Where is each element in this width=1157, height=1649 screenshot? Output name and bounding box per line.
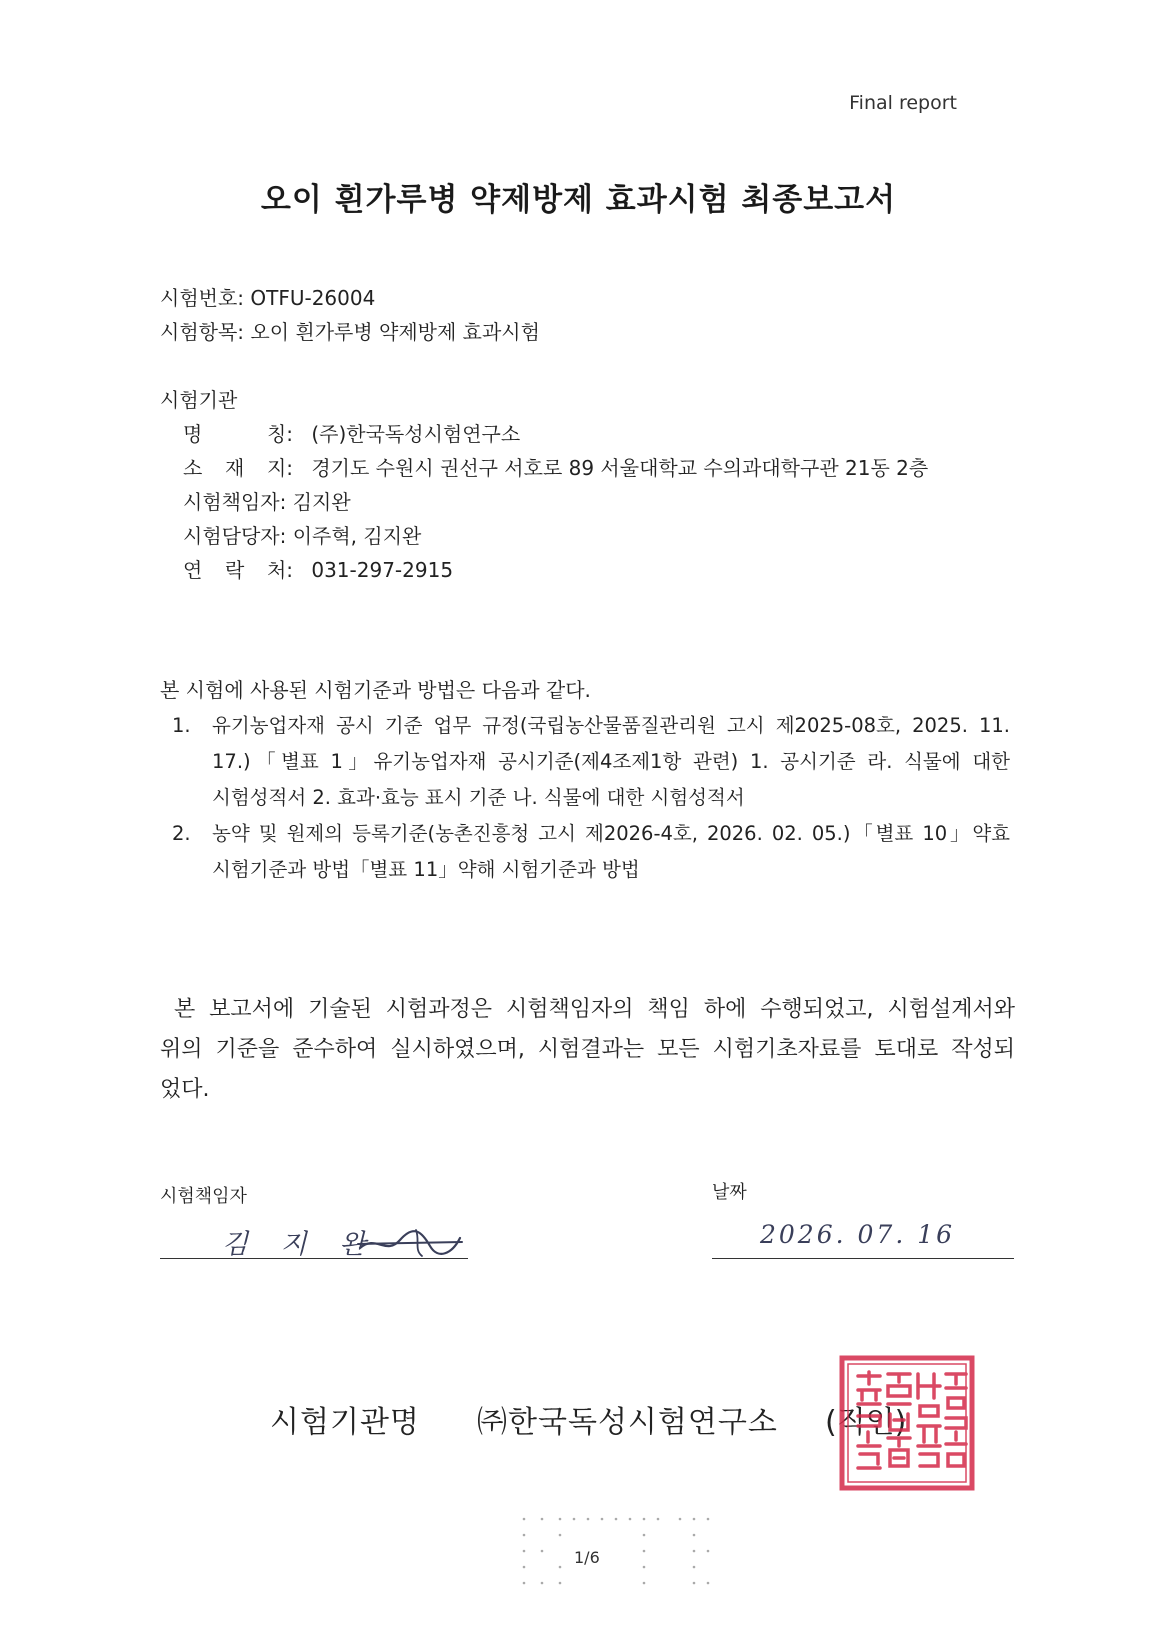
- document-title: 오이 흰가루병 약제방제 효과시험 최종보고서: [260, 182, 897, 218]
- test-number-label: 시험번호:: [160, 286, 245, 310]
- contact-value: 031-297-2915: [311, 558, 454, 582]
- institution-location-row: [183, 452, 928, 481]
- declaration-paragraph: 본 보고서에 기술된 시험과정은 시험책임자의 책임 하에 수행되었고, 시험설계서와 위의 기준을 준수하여 실시하였으며, 시험결과는 모든 시험기초자료를 토대로 작성되었다.: [160, 997, 1015, 1102]
- director-label: 시험책임자:: [183, 490, 287, 514]
- director-signature: 김 지 완: [222, 1229, 378, 1260]
- standard-text: 농약 및 원제의 등록기준(농촌진흥청 고시 제2026-4호, 2026. 02. 05.)「별표 10」약효 시험기준과 방법「별표 11」약해 시험기준과 방법: [212, 822, 1010, 881]
- director-signature-line: [160, 1258, 468, 1259]
- institution-heading: 시험기관: [160, 388, 238, 412]
- organization-name: ㈜한국독성시험연구소: [477, 1405, 778, 1440]
- standard-item: [160, 708, 1010, 816]
- test-item-label: 시험항목:: [160, 320, 245, 344]
- staff-row: [183, 520, 421, 549]
- standard-number: 2.: [172, 822, 191, 845]
- official-seal-icon: [838, 1354, 976, 1492]
- test-number-value: OTFU-26004: [250, 286, 376, 310]
- standards-list: [160, 708, 1010, 888]
- date-label: 날짜: [712, 1182, 747, 1203]
- date-line: [712, 1258, 1014, 1259]
- contact-label: 연 락 처:: [183, 558, 293, 582]
- standard-number: 1.: [172, 714, 191, 737]
- institution-location-label: 소 재 지:: [183, 456, 293, 480]
- staff-label: 시험담당자:: [183, 524, 287, 548]
- test-item-value: 오이 흰가루병 약제방제 효과시험: [250, 320, 540, 344]
- director-row: [183, 486, 351, 515]
- binding-dots-decoration: [520, 1515, 720, 1587]
- director-value: 김지완: [292, 490, 351, 514]
- contact-row: [183, 554, 453, 583]
- organization-label: 시험기관명: [270, 1405, 420, 1440]
- institution-name-value: (주)한국독성시험연구소: [311, 422, 521, 446]
- test-number-row: [160, 282, 375, 311]
- standards-intro: 본 시험에 사용된 시험기준과 방법은 다음과 같다.: [160, 678, 591, 702]
- staff-value: 이주혁, 김지완: [292, 524, 422, 548]
- director-signature-label: 시험책임자: [160, 1186, 247, 1207]
- date-value: 2026. 07. 16: [760, 1220, 956, 1249]
- institution-name-row: [183, 418, 520, 447]
- institution-location-value: 경기도 수원시 권선구 서호로 89 서울대학교 수의과대학구관 21동 2층: [311, 456, 929, 480]
- test-item-row: [160, 316, 540, 345]
- standard-text: 유기농업자재 공시 기준 업무 규정(국립농산물품질관리원 고시 제2025-08호, 2025. 11. 17.)「별표 1」유기농업자재 공시기준(제4조제1항 관련) 1. 공시기준 라. 식물에 대한 시험성적서 2. 효과·효능 표시 기준 나. 식물에 대한 시험성적서: [212, 714, 1010, 809]
- institution-name-label: 명 칭:: [183, 422, 293, 446]
- signature-scribble-icon: [356, 1226, 466, 1260]
- page-number: 1/6: [574, 1548, 600, 1567]
- report-type-label: Final report: [849, 92, 957, 114]
- seal-label: (직인): [825, 1405, 907, 1440]
- standard-item: [160, 816, 1010, 888]
